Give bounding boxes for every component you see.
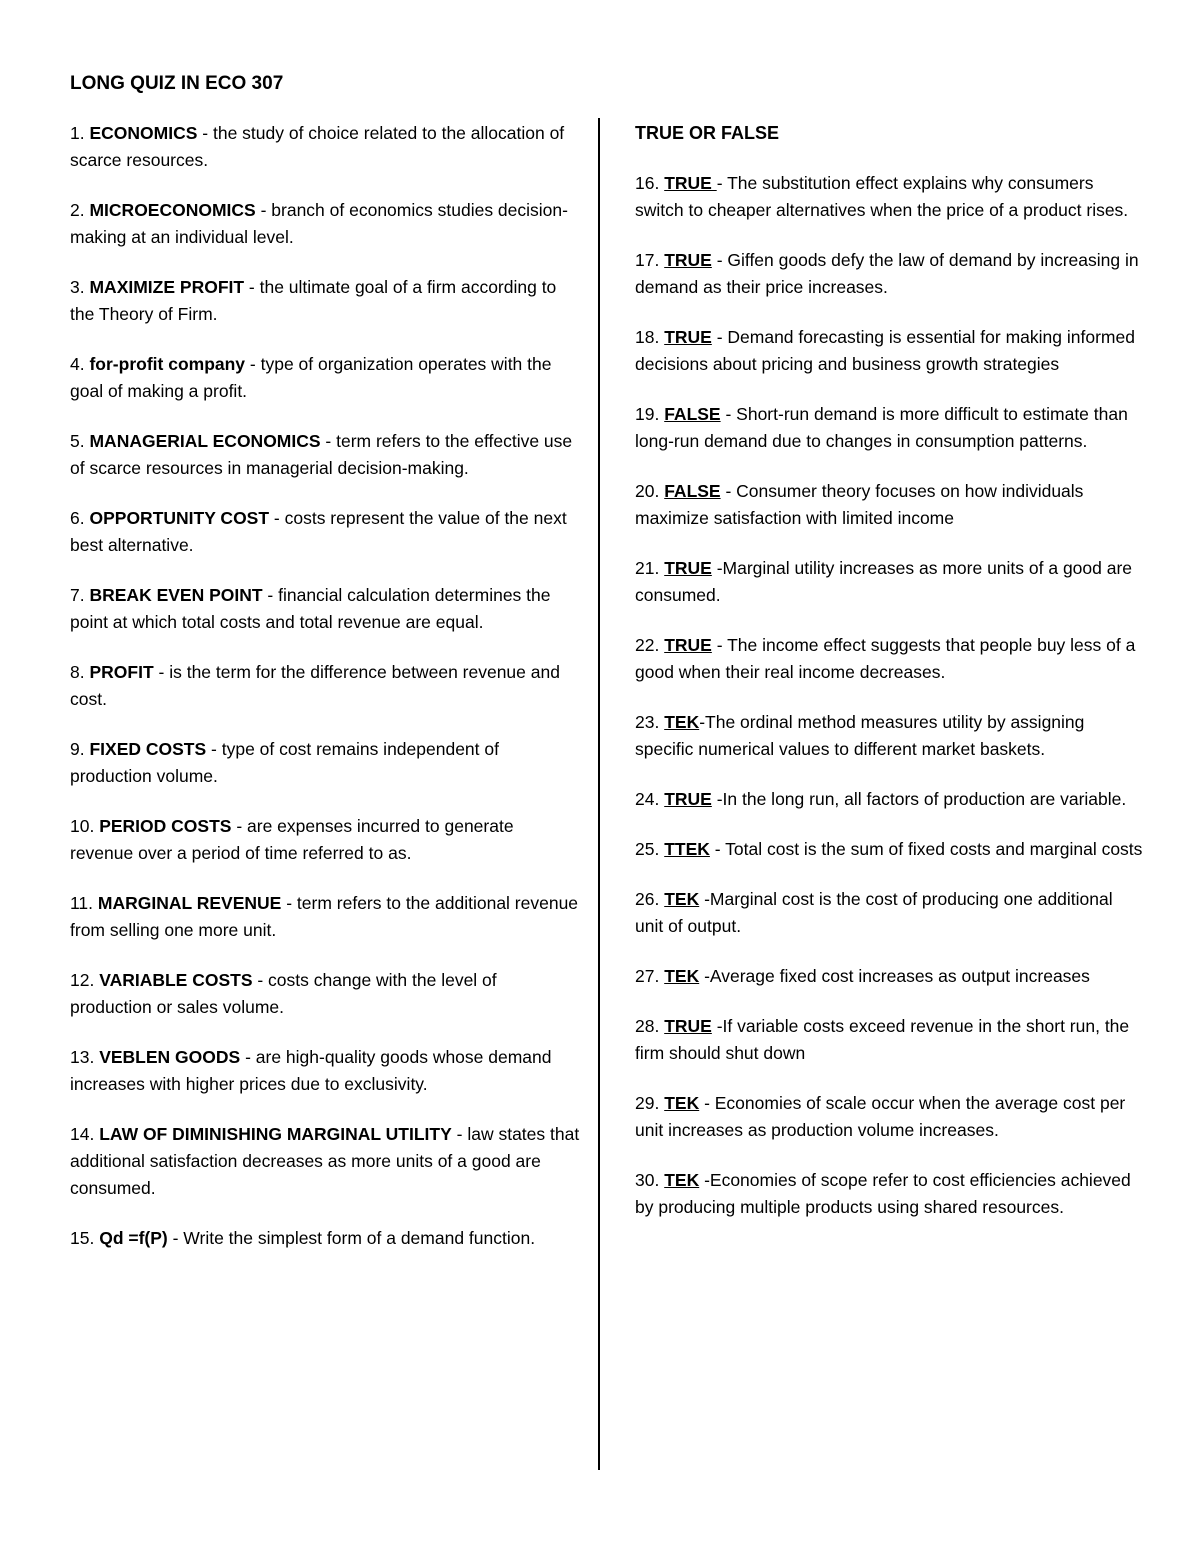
item-definition: - term refers to the effective use of scarce resources in managerial decision-making. bbox=[70, 431, 573, 478]
true-false-item bbox=[635, 632, 1145, 686]
item-statement: -The ordinal method measures utility by assigning specific numerical values to different market baskets. bbox=[635, 712, 1085, 759]
item-statement: - Consumer theory focuses on how individuals maximize satisfaction with limited income bbox=[635, 481, 1084, 528]
true-false-column bbox=[635, 120, 1145, 1244]
item-number: 2. bbox=[70, 200, 85, 220]
item-statement: -In the long run, all factors of production are variable. bbox=[711, 789, 1127, 809]
item-number: 10. bbox=[70, 816, 95, 836]
item-number: 29. bbox=[635, 1093, 660, 1113]
item-answer: TRUE bbox=[664, 558, 712, 578]
column-divider bbox=[598, 118, 600, 1470]
identification-item bbox=[70, 351, 580, 405]
item-number: 6. bbox=[70, 508, 85, 528]
item-answer: TEK bbox=[664, 966, 700, 986]
item-answer: TRUE bbox=[664, 250, 712, 270]
item-statement: -Marginal cost is the cost of producing one additional unit of output. bbox=[635, 889, 1113, 936]
item-definition: - are expenses incurred to generate revenue over a period of time referred to as. bbox=[70, 816, 514, 863]
item-number: 24. bbox=[635, 789, 660, 809]
section-heading: TRUE OR FALSE bbox=[635, 123, 780, 143]
item-number: 7. bbox=[70, 585, 85, 605]
item-answer: TRUE bbox=[664, 173, 717, 193]
item-number: 1. bbox=[70, 123, 85, 143]
item-definition: - costs represent the value of the next best alternative. bbox=[70, 508, 567, 555]
identification-column bbox=[70, 120, 580, 1275]
identification-item bbox=[70, 1225, 580, 1252]
item-number: 21. bbox=[635, 558, 660, 578]
true-false-item bbox=[635, 170, 1145, 224]
page-title: LONG QUIZ IN ECO 307 bbox=[70, 73, 284, 94]
true-false-item bbox=[635, 709, 1145, 763]
item-answer: FALSE bbox=[664, 481, 721, 501]
item-definition: - term refers to the additional revenue from selling one more unit. bbox=[70, 893, 579, 940]
item-number: 17. bbox=[635, 250, 660, 270]
item-definition: - is the term for the difference between revenue and cost. bbox=[70, 662, 560, 709]
item-number: 4. bbox=[70, 354, 85, 374]
item-definition: - costs change with the level of production or sales volume. bbox=[70, 970, 497, 1017]
item-number: 20. bbox=[635, 481, 660, 501]
identification-item bbox=[70, 197, 580, 251]
identification-item bbox=[70, 582, 580, 636]
identification-item bbox=[70, 890, 580, 944]
true-false-item bbox=[635, 324, 1145, 378]
item-number: 30. bbox=[635, 1170, 660, 1190]
item-term: MANAGERIAL ECONOMICS bbox=[89, 431, 321, 451]
item-term: OPPORTUNITY COST bbox=[89, 508, 270, 528]
item-statement: -If variable costs exceed revenue in the short run, the firm should shut down bbox=[635, 1016, 1130, 1063]
item-definition: - the study of choice related to the allocation of scarce resources. bbox=[70, 123, 565, 170]
identification-item bbox=[70, 505, 580, 559]
item-number: 9. bbox=[70, 739, 85, 759]
item-answer: TTEK bbox=[664, 839, 710, 859]
true-false-item bbox=[635, 963, 1145, 990]
true-false-item bbox=[635, 836, 1145, 863]
item-number: 18. bbox=[635, 327, 660, 347]
identification-item bbox=[70, 967, 580, 1021]
item-number: 13. bbox=[70, 1047, 95, 1067]
item-term: PROFIT bbox=[89, 662, 154, 682]
item-answer: TEK bbox=[664, 712, 700, 732]
item-term: VEBLEN GOODS bbox=[99, 1047, 241, 1067]
true-false-item bbox=[635, 401, 1145, 455]
item-term: for-profit company bbox=[89, 354, 246, 374]
item-answer: TRUE bbox=[664, 789, 712, 809]
item-term: VARIABLE COSTS bbox=[99, 970, 253, 990]
identification-item bbox=[70, 1044, 580, 1098]
item-number: 19. bbox=[635, 404, 660, 424]
item-number: 14. bbox=[70, 1124, 95, 1144]
true-false-item bbox=[635, 1090, 1145, 1144]
item-answer: TEK bbox=[664, 1093, 700, 1113]
item-number: 8. bbox=[70, 662, 85, 682]
item-number: 22. bbox=[635, 635, 660, 655]
item-answer: TEK bbox=[664, 889, 700, 909]
item-answer: TRUE bbox=[664, 327, 712, 347]
true-false-item bbox=[635, 1013, 1145, 1067]
identification-item bbox=[70, 1121, 580, 1202]
identification-item bbox=[70, 813, 580, 867]
item-answer: FALSE bbox=[664, 404, 721, 424]
item-definition: - Write the simplest form of a demand function. bbox=[167, 1228, 536, 1248]
item-number: 23. bbox=[635, 712, 660, 732]
item-answer: TRUE bbox=[664, 635, 712, 655]
item-term: ECONOMICS bbox=[89, 123, 198, 143]
item-answer: TEK bbox=[664, 1170, 700, 1190]
true-false-item bbox=[635, 247, 1145, 301]
identification-item bbox=[70, 428, 580, 482]
item-definition: - type of organization operates with the goal of making a profit. bbox=[70, 354, 552, 401]
identification-item bbox=[70, 736, 580, 790]
item-statement: - Demand forecasting is essential for making informed decisions about pricing and business growth strategies bbox=[635, 327, 1135, 374]
item-statement: - Giffen goods defy the law of demand by increasing in demand as their price increases. bbox=[635, 250, 1139, 297]
true-false-item bbox=[635, 886, 1145, 940]
true-false-item bbox=[635, 786, 1145, 813]
true-false-item bbox=[635, 1167, 1145, 1221]
item-term: MARGINAL REVENUE bbox=[97, 893, 282, 913]
item-definition: - are high-quality goods whose demand increases with higher prices due to exclusivity. bbox=[70, 1047, 552, 1094]
item-number: 16. bbox=[635, 173, 660, 193]
item-number: 12. bbox=[70, 970, 95, 990]
item-term: BREAK EVEN POINT bbox=[89, 585, 263, 605]
item-term: FIXED COSTS bbox=[89, 739, 207, 759]
item-statement: -Economies of scope refer to cost efficiencies achieved by producing multiple products using shared resources. bbox=[635, 1170, 1131, 1217]
item-definition: - the ultimate goal of a firm according to the Theory of Firm. bbox=[70, 277, 557, 324]
item-number: 15. bbox=[70, 1228, 95, 1248]
item-number: 25. bbox=[635, 839, 660, 859]
item-definition: - type of cost remains independent of production volume. bbox=[70, 739, 499, 786]
item-term: LAW OF DIMINISHING MARGINAL UTILITY bbox=[99, 1124, 452, 1144]
item-number: 26. bbox=[635, 889, 660, 909]
item-statement: - The substitution effect explains why consumers switch to cheaper alternatives when the price of a product rises. bbox=[635, 173, 1129, 220]
item-statement: - Economies of scale occur when the average cost per unit increases as production volume increases. bbox=[635, 1093, 1126, 1140]
item-term: MICROECONOMICS bbox=[89, 200, 256, 220]
item-statement: - Short-run demand is more difficult to estimate than long-run demand due to changes in consumption patterns. bbox=[635, 404, 1128, 451]
identification-item bbox=[70, 274, 580, 328]
item-number: 3. bbox=[70, 277, 85, 297]
item-term: MAXIMIZE PROFIT bbox=[89, 277, 245, 297]
item-statement: -Marginal utility increases as more units of a good are consumed. bbox=[635, 558, 1133, 605]
item-statement: - Total cost is the sum of fixed costs and marginal costs bbox=[709, 839, 1143, 859]
item-definition: - law states that additional satisfaction decreases as more units of a good are consumed. bbox=[70, 1124, 580, 1198]
identification-item bbox=[70, 659, 580, 713]
item-definition: - financial calculation determines the point at which total costs and total revenue are equal. bbox=[70, 585, 551, 632]
item-number: 27. bbox=[635, 966, 660, 986]
item-statement: -Average fixed cost increases as output increases bbox=[699, 966, 1090, 986]
item-term: PERIOD COSTS bbox=[99, 816, 232, 836]
item-statement: - The income effect suggests that people buy less of a good when their real income decreases. bbox=[635, 635, 1136, 682]
true-false-item bbox=[635, 478, 1145, 532]
item-answer: TRUE bbox=[664, 1016, 712, 1036]
item-number: 5. bbox=[70, 431, 85, 451]
item-definition: - branch of economics studies decision-making at an individual level. bbox=[70, 200, 568, 247]
item-number: 28. bbox=[635, 1016, 660, 1036]
identification-item bbox=[70, 120, 580, 174]
item-number: 11. bbox=[70, 893, 94, 913]
true-false-item bbox=[635, 555, 1145, 609]
item-term: Qd =f(P) bbox=[99, 1228, 168, 1248]
